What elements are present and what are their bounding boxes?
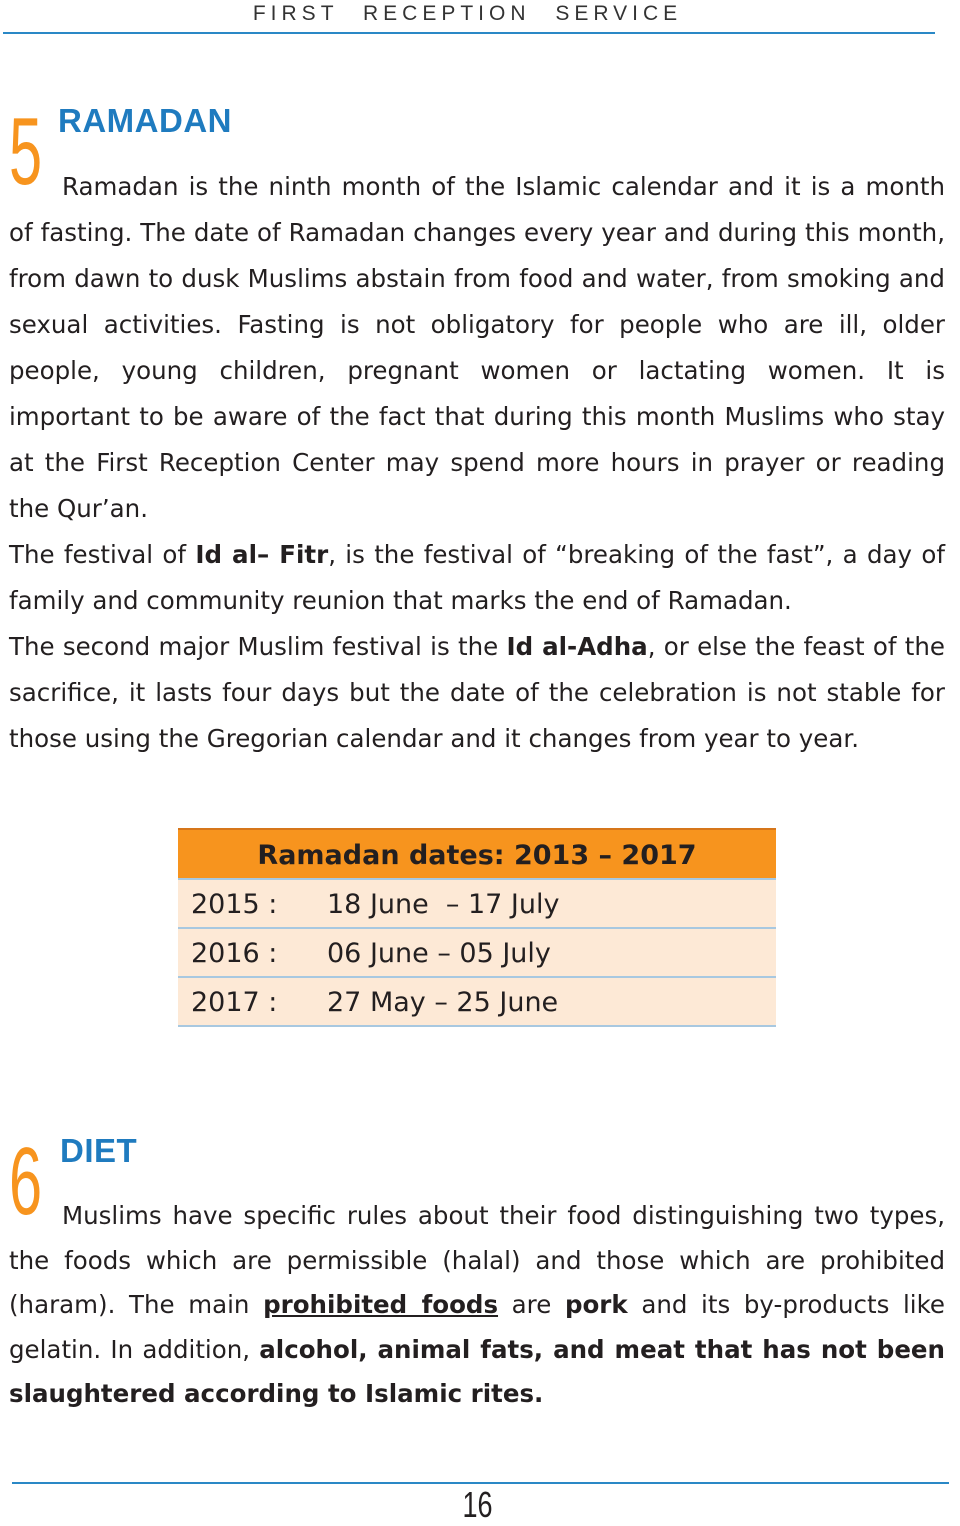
table-title: Ramadan dates: 2013 – 2017 bbox=[178, 828, 776, 878]
text: are bbox=[498, 1290, 565, 1319]
text: Muslims have specific rules about their food distinguishing two types, the foods which are permissible (halal) and those which are prohibited (haram). The main bbox=[9, 1201, 945, 1319]
term-prohibited-foods: prohibited foods bbox=[263, 1290, 499, 1319]
ramadan-dates-table bbox=[178, 828, 776, 1027]
text: The festival of bbox=[9, 540, 196, 569]
section-ramadan bbox=[9, 100, 945, 810]
section-number: 6 bbox=[9, 1128, 43, 1235]
page-number: 16 bbox=[462, 1484, 493, 1525]
header-rule bbox=[3, 32, 935, 34]
text: and its by-products like gelatin. In addition, bbox=[9, 1290, 945, 1364]
row-dates: 06 June – 05 July bbox=[327, 938, 551, 969]
term-pork: pork bbox=[564, 1290, 628, 1319]
term-alcohol-fats-meat: alcohol, animal fats, and meat that has not been slaughtered according to Islamic rites. bbox=[9, 1334, 945, 1408]
table-row bbox=[178, 976, 776, 1027]
section-number: 5 bbox=[9, 98, 43, 205]
paragraph-id-al-adha bbox=[9, 624, 945, 762]
text: , is the festival of “breaking of the fast”, a day of family and community reunion that marks the end of Ramadan. bbox=[9, 540, 945, 615]
page-header bbox=[0, 0, 960, 34]
paragraph-ramadan-intro: Ramadan is the ninth month of the Islamic calendar and it is a month of fasting. The date of Ramadan changes every year and during this month, from dawn to dusk Muslims abstain from food and water, from smoking and sexual activities. Fasting is not obligatory for people who are ill, older people, young children, pregnant women or lactating women. It is important to be aware of the fact that during this month Muslims who stay at the First Reception Center may spend more hours in prayer or reading the Qur’an. bbox=[9, 172, 945, 523]
section-title: DIET bbox=[60, 1132, 138, 1169]
row-year: 2016 : bbox=[191, 938, 278, 969]
table-row bbox=[178, 878, 776, 927]
text: The second major Muslim festival is the bbox=[9, 632, 507, 661]
section-diet bbox=[9, 1128, 945, 1432]
section-body bbox=[9, 1194, 945, 1417]
header-title: FIRST RECEPTION SERVICE bbox=[252, 2, 683, 25]
row-dates: 18 June – 17 July bbox=[327, 889, 560, 920]
term-id-al-fitr: Id al– Fitr bbox=[195, 540, 329, 569]
section-title: RAMADAN bbox=[58, 102, 232, 139]
paragraph-diet bbox=[9, 1194, 945, 1417]
table-row bbox=[178, 927, 776, 976]
term-id-al-adha: Id al-Adha bbox=[506, 632, 648, 661]
text: , or else the feast of the sacrifice, it lasts four days but the date of the celebration is not stable for those using the Gregorian calendar and it changes from year to year. bbox=[9, 632, 945, 753]
row-dates: 27 May – 25 June bbox=[327, 987, 559, 1018]
section-body bbox=[9, 164, 945, 762]
row-year: 2015 : bbox=[191, 889, 278, 920]
paragraph-id-al-fitr bbox=[9, 532, 945, 624]
row-year: 2017 : bbox=[191, 987, 278, 1018]
